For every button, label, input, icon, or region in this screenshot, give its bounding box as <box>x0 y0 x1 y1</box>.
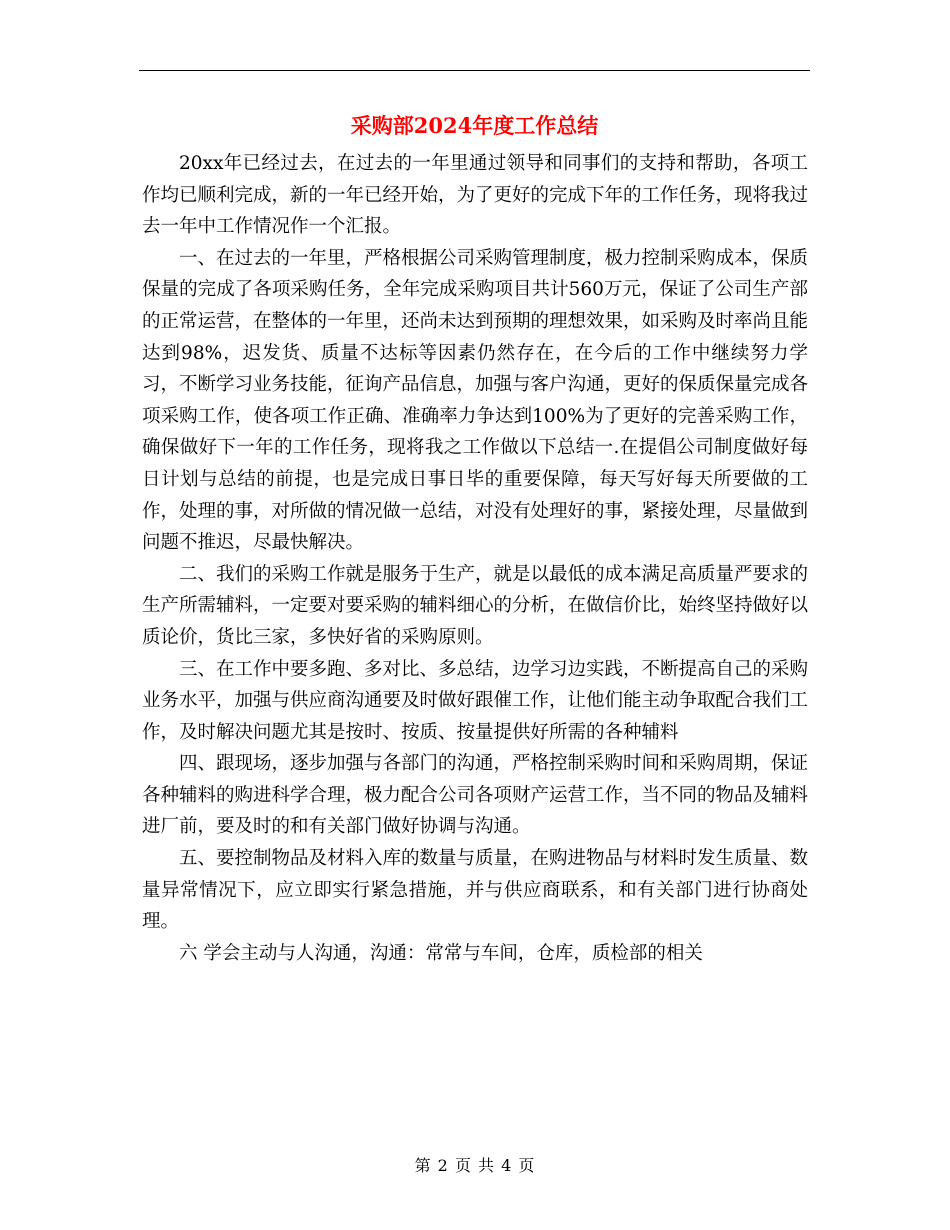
paragraph-section-5: 五、要控制物品及材料入库的数量与质量，在购进物品与材料时发生质量、数量异常情况下，应立即实行紧急措施，并与供应商联系，和有关部门进行协商处理。 <box>142 848 809 933</box>
paragraph-section-3: 三、在工作中要多跑、多对比、多总结，边学习边实践，不断提高自己的采购业务水平，加强与供应商沟通要及时做好跟催工作，让他们能主动争取配合我们工作，及时解决问题尤其是按时、按质、按量提供好所需的各种辅料 <box>142 658 809 743</box>
document-title: 采购部2024年度工作总结 <box>350 113 599 138</box>
paragraph-intro: 20xx年已经过去，在过去的一年里通过领导和同事们的支持和帮助，各项工作均已顺利完成，新的一年已经开始，为了更好的完成下年的工作任务，现将我过去一年中工作情况作一个汇报。 <box>142 153 809 238</box>
paragraph-section-1: 一、在过去的一年里，严格根据公司采购管理制度，极力控制采购成本，保质保量的完成了各项采购任务，全年完成采购项目共计560万元，保证了公司生产部的正常运营，在整体的一年里，还尚未达到预期的理想效果，如采购及时率尚且能达到98%，迟发货、质量不达标等因素仍然存在，在今后的工作中继续努力学习，不断学习业务技能，征询产品信息，加强与客户沟通，更好的保质保量完成各项采购工作，使各项工作正确、准确率力争达到100%为了更好的完善采购工作，确保做好下一年的工作任务，现将我之工作做以下总结一.在提倡公司制度做好每日计划与总结的前提，也是完成日事日毕的重要保障，每天写好每天所要做的工作，处理的事，对所做的情况做一总结，对没有处理好的事，紧接处理，尽量做到问题不推迟，尽最快解决。 <box>142 247 809 554</box>
header-rule <box>139 70 810 71</box>
paragraph-section-6: 六 学会主动与人沟通，沟通：常常与车间，仓库，质检部的相关 <box>179 942 703 964</box>
document-body <box>142 148 808 969</box>
paragraph-section-4: 四、跟现场，逐步加强与各部门的沟通，严格控制采购时间和采购周期，保证各种辅料的购进科学合理，极力配合公司各项财产运营工作，当不同的物品及辅料进厂前，要及时的和有关部门做好协调与沟通。 <box>142 753 809 838</box>
paragraph-section-2: 二、我们的采购工作就是服务于生产，就是以最低的成本满足高质量严要求的生产所需辅料，一定要对要采购的辅料细心的分析，在做信价比，始终坚持做好以质论价，货比三家，多快好省的采购原则。 <box>142 563 809 648</box>
page-number: 第 2 页 共 4 页 <box>414 1156 536 1175</box>
